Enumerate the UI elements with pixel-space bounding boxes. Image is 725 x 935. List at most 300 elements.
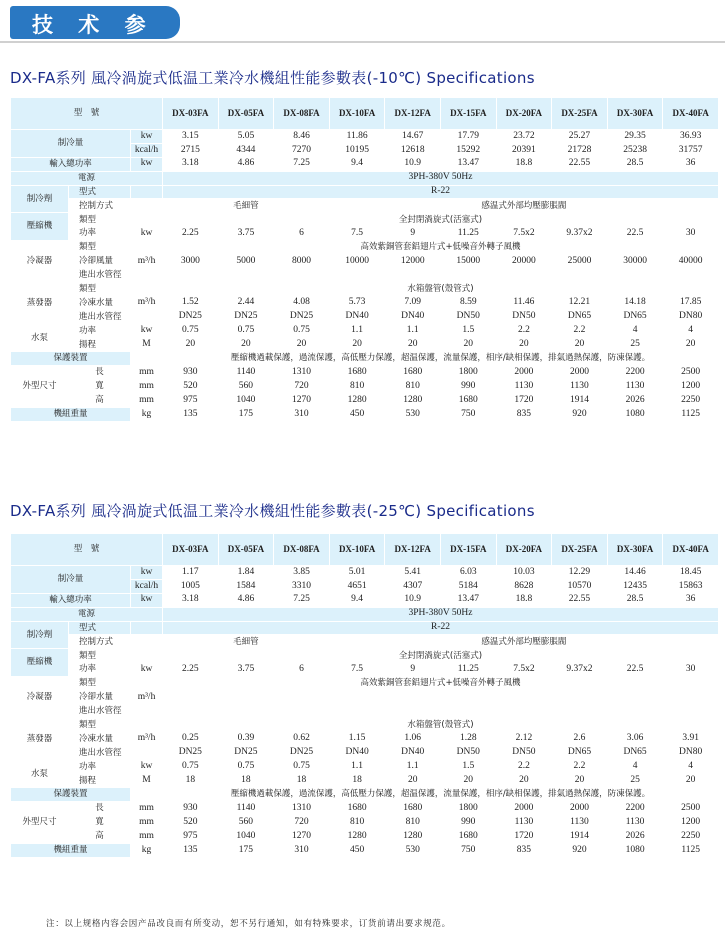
length-cell: 930 bbox=[163, 366, 219, 380]
height-label: 高 bbox=[69, 829, 131, 843]
model-name: DX-10FA bbox=[329, 98, 385, 130]
model-name: DX-20FA bbox=[496, 98, 552, 130]
weight-cell: 310 bbox=[274, 407, 330, 421]
condenser-flow-cell bbox=[163, 691, 219, 705]
evaporator-water-cell: 0.39 bbox=[218, 732, 274, 746]
width-cell: 1130 bbox=[496, 816, 552, 830]
unit-cell bbox=[131, 310, 163, 324]
compressor-power-cell: 9 bbox=[385, 227, 441, 241]
table-row bbox=[11, 788, 719, 802]
evaporator-water-cell: 4.08 bbox=[274, 296, 330, 310]
condenser-flow-cell bbox=[274, 691, 330, 705]
length-cell: 1680 bbox=[329, 802, 385, 816]
table-row bbox=[11, 732, 719, 746]
compressor-power-cell: 3.75 bbox=[218, 227, 274, 241]
unit-cell bbox=[131, 704, 163, 718]
unit-cell: kw bbox=[131, 566, 163, 580]
weight-cell: 310 bbox=[274, 843, 330, 857]
unit-cell bbox=[131, 746, 163, 760]
table-row bbox=[11, 393, 719, 407]
cooling-kw-cell: 10.03 bbox=[496, 566, 552, 580]
table-row bbox=[11, 157, 719, 171]
width-cell: 810 bbox=[329, 380, 385, 394]
evaporator-pipe-cell: DN40 bbox=[329, 746, 385, 760]
condenser-flow-cell bbox=[552, 691, 608, 705]
length-label: 長 bbox=[69, 366, 131, 380]
protection-value: 壓縮機過載保護，過流保護，高低壓力保護，超温保護，流量保護，相序/缺相保護，排氣過熱保護，防凍保護。 bbox=[163, 788, 719, 802]
width-cell: 1130 bbox=[552, 380, 608, 394]
weight-cell: 530 bbox=[385, 407, 441, 421]
condenser-flow-label: 冷卻風量 bbox=[69, 255, 131, 269]
table-row bbox=[11, 593, 719, 607]
cooling-kcal-cell: 10570 bbox=[552, 579, 608, 593]
condenser-flow-label: 冷卻水量 bbox=[69, 691, 131, 705]
pump-power-cell: 2.2 bbox=[552, 760, 608, 774]
input-power-cell: 7.25 bbox=[274, 593, 330, 607]
input-power-cell: 28.5 bbox=[607, 157, 663, 171]
pump-power-cell: 1.1 bbox=[329, 324, 385, 338]
table-row bbox=[11, 566, 719, 580]
condenser-flow-cell: 8000 bbox=[274, 255, 330, 269]
input-power-cell: 4.86 bbox=[218, 157, 274, 171]
weight-label: 機組重量 bbox=[11, 407, 131, 421]
width-cell: 1130 bbox=[607, 380, 663, 394]
model-name: DX-40FA bbox=[663, 98, 719, 130]
unit-cell: kw bbox=[131, 593, 163, 607]
table-row bbox=[11, 227, 719, 241]
cooling-kw-cell: 5.05 bbox=[218, 130, 274, 144]
pump-head-cell: 20 bbox=[385, 774, 441, 788]
table-row bbox=[11, 704, 719, 718]
table-row bbox=[11, 380, 719, 394]
evaporator-water-label: 冷凍水量 bbox=[69, 296, 131, 310]
width-cell: 720 bbox=[274, 380, 330, 394]
condenser-type-label: 類型 bbox=[69, 241, 131, 255]
height-cell: 2026 bbox=[607, 829, 663, 843]
height-cell: 1280 bbox=[385, 829, 441, 843]
evaporator-type-label: 類型 bbox=[69, 282, 131, 296]
evaporator-pipe-cell: DN50 bbox=[496, 746, 552, 760]
evaporator-type-label: 類型 bbox=[69, 718, 131, 732]
pump-power-cell: 1.5 bbox=[441, 324, 497, 338]
width-cell: 810 bbox=[385, 380, 441, 394]
input-power-cell: 28.5 bbox=[607, 593, 663, 607]
input-power-cell: 13.47 bbox=[441, 593, 497, 607]
condenser-flow-cell: 3000 bbox=[163, 255, 219, 269]
pump-head-cell: 18 bbox=[329, 774, 385, 788]
height-cell: 1280 bbox=[385, 393, 441, 407]
evaporator-water-cell: 5.73 bbox=[329, 296, 385, 310]
cooling-kw-cell: 11.86 bbox=[329, 130, 385, 144]
table-row bbox=[11, 635, 719, 649]
condenser-pipe-label: 進出水管徑 bbox=[69, 704, 131, 718]
protection-value: 壓縮機過載保護，過流保護，高低壓力保護，超温保護，流量保護，相序/缺相保護，排氣過熱保護，防凍保護。 bbox=[163, 352, 719, 366]
compressor-type-value: 全封閉渦旋式(活塞式) bbox=[163, 649, 719, 663]
condenser-flow-cell bbox=[496, 691, 552, 705]
table-row bbox=[11, 98, 719, 130]
table-row bbox=[11, 338, 719, 352]
model-name: DX-08FA bbox=[274, 534, 330, 566]
table-row bbox=[11, 213, 719, 227]
compressor-power-cell: 2.25 bbox=[163, 227, 219, 241]
condenser-flow-cell bbox=[385, 691, 441, 705]
compressor-power-cell: 30 bbox=[663, 663, 719, 677]
evaporator-pipe-cell: DN25 bbox=[218, 746, 274, 760]
condenser-type-value: 高效紫銅管套鋁翅片式+低噪音外轉子風機 bbox=[163, 677, 719, 691]
pump-head-label: 揚程 bbox=[69, 774, 131, 788]
unit-cell: kw bbox=[131, 760, 163, 774]
length-cell: 1310 bbox=[274, 366, 330, 380]
cooling-kw-cell: 14.67 bbox=[385, 130, 441, 144]
unit-cell: mm bbox=[131, 829, 163, 843]
cooling-kcal-cell: 8628 bbox=[496, 579, 552, 593]
unit-cell: m³/h bbox=[131, 732, 163, 746]
condenser-flow-cell: 40000 bbox=[663, 255, 719, 269]
cooling-kw-cell: 1.17 bbox=[163, 566, 219, 580]
evaporator-pipe-cell: DN25 bbox=[274, 746, 330, 760]
pump-power-cell: 1.1 bbox=[329, 760, 385, 774]
height-cell: 1270 bbox=[274, 393, 330, 407]
evaporator-pipe-cell: DN25 bbox=[163, 310, 219, 324]
unit-cell bbox=[131, 352, 163, 366]
evaporator-water-cell: 17.85 bbox=[663, 296, 719, 310]
control-left-value: 毛細管 bbox=[163, 635, 330, 649]
cooling-kw-cell: 23.72 bbox=[496, 130, 552, 144]
height-cell: 975 bbox=[163, 393, 219, 407]
cooling-kw-cell: 36.93 bbox=[663, 130, 719, 144]
cooling-kcal-cell: 20391 bbox=[496, 143, 552, 157]
compressor-power-label: 功率 bbox=[69, 663, 131, 677]
input-power-cell: 3.18 bbox=[163, 157, 219, 171]
table-row bbox=[11, 760, 719, 774]
height-label: 高 bbox=[69, 393, 131, 407]
table-row bbox=[11, 621, 719, 635]
width-cell: 990 bbox=[441, 380, 497, 394]
weight-cell: 1080 bbox=[607, 407, 663, 421]
condenser-type-value: 高效紫銅管套鋁翅片式+低噪音外轉子風機 bbox=[163, 241, 719, 255]
length-cell: 1800 bbox=[441, 366, 497, 380]
height-cell: 975 bbox=[163, 829, 219, 843]
compressor-power-cell: 7.5 bbox=[329, 227, 385, 241]
length-cell: 1310 bbox=[274, 802, 330, 816]
model-name: DX-40FA bbox=[663, 534, 719, 566]
table-row bbox=[11, 310, 719, 324]
evaporator-water-cell: 1.15 bbox=[329, 732, 385, 746]
unit-cell bbox=[131, 241, 163, 255]
model-name: DX-20FA bbox=[496, 534, 552, 566]
evaporator-label: 蒸發器 bbox=[11, 718, 69, 760]
length-cell: 2000 bbox=[496, 802, 552, 816]
evaporator-pipe-cell: DN65 bbox=[607, 746, 663, 760]
weight-cell: 750 bbox=[441, 843, 497, 857]
evaporator-water-label: 冷凍水量 bbox=[69, 732, 131, 746]
model-name: DX-10FA bbox=[329, 534, 385, 566]
refrigerant-label: 制冷劑 bbox=[11, 621, 69, 649]
pump-head-cell: 20 bbox=[496, 774, 552, 788]
cooling-kcal-cell: 31757 bbox=[663, 143, 719, 157]
table-row bbox=[11, 296, 719, 310]
evaporator-water-cell: 2.6 bbox=[552, 732, 608, 746]
evaporator-pipe-cell: DN40 bbox=[329, 310, 385, 324]
input-power-label: 輸入總功率 bbox=[11, 593, 131, 607]
pump-power-cell: 0.75 bbox=[274, 760, 330, 774]
cooling-kw-cell: 18.45 bbox=[663, 566, 719, 580]
unit-cell bbox=[131, 185, 163, 199]
evaporator-pipe-label: 進出水管徑 bbox=[69, 746, 131, 760]
width-cell: 1130 bbox=[552, 816, 608, 830]
height-cell: 1040 bbox=[218, 829, 274, 843]
pump-power-cell: 1.1 bbox=[385, 324, 441, 338]
length-cell: 2200 bbox=[607, 366, 663, 380]
unit-cell: kg bbox=[131, 843, 163, 857]
pump-head-label: 揚程 bbox=[69, 338, 131, 352]
table-row bbox=[11, 255, 719, 269]
power-supply-value: 3PH-380V 50Hz bbox=[163, 171, 719, 185]
weight-cell: 920 bbox=[552, 407, 608, 421]
control-label: 控制方式 bbox=[69, 199, 131, 213]
input-power-cell: 18.8 bbox=[496, 593, 552, 607]
pump-power-cell: 4 bbox=[663, 760, 719, 774]
refrigerant-label: 制冷劑 bbox=[11, 185, 69, 213]
weight-cell: 450 bbox=[329, 843, 385, 857]
width-cell: 1200 bbox=[663, 380, 719, 394]
pump-power-cell: 2.2 bbox=[496, 324, 552, 338]
pump-head-cell: 20 bbox=[663, 338, 719, 352]
table-row bbox=[11, 185, 719, 199]
table-row bbox=[11, 534, 719, 566]
cooling-kw-cell: 17.79 bbox=[441, 130, 497, 144]
spec-table-10c bbox=[10, 97, 719, 422]
condenser-flow-cell: 30000 bbox=[607, 255, 663, 269]
table-row bbox=[11, 677, 719, 691]
refrigerant-type-label: 型式 bbox=[69, 185, 131, 199]
evaporator-water-cell: 7.09 bbox=[385, 296, 441, 310]
unit-cell: M bbox=[131, 338, 163, 352]
pump-head-cell: 20 bbox=[663, 774, 719, 788]
control-label: 控制方式 bbox=[69, 635, 131, 649]
table-row bbox=[11, 691, 719, 705]
unit-cell: mm bbox=[131, 802, 163, 816]
pump-head-cell: 18 bbox=[163, 774, 219, 788]
pump-head-cell: 20 bbox=[163, 338, 219, 352]
model-name: DX-15FA bbox=[441, 98, 497, 130]
compressor-label: 壓縮機 bbox=[11, 649, 69, 677]
height-cell: 1270 bbox=[274, 829, 330, 843]
length-cell: 2000 bbox=[496, 366, 552, 380]
length-cell: 2200 bbox=[607, 802, 663, 816]
evaporator-water-cell: 0.62 bbox=[274, 732, 330, 746]
compressor-power-cell: 9 bbox=[385, 663, 441, 677]
model-name: DX-05FA bbox=[218, 98, 274, 130]
height-cell: 1914 bbox=[552, 829, 608, 843]
weight-cell: 135 bbox=[163, 407, 219, 421]
power-supply-value: 3PH-380V 50Hz bbox=[163, 607, 719, 621]
input-power-cell: 10.9 bbox=[385, 593, 441, 607]
model-name: DX-12FA bbox=[385, 534, 441, 566]
cooling-kw-cell: 29.35 bbox=[607, 130, 663, 144]
cooling-kw-cell: 25.27 bbox=[552, 130, 608, 144]
table-row bbox=[11, 352, 719, 366]
compressor-power-cell: 7.5x2 bbox=[496, 663, 552, 677]
evaporator-pipe-cell: DN25 bbox=[274, 310, 330, 324]
table-row bbox=[11, 282, 719, 296]
cooling-kcal-cell: 15292 bbox=[441, 143, 497, 157]
height-cell: 1040 bbox=[218, 393, 274, 407]
model-name: DX-05FA bbox=[218, 534, 274, 566]
input-power-label: 輸入總功率 bbox=[11, 157, 131, 171]
pump-head-cell: 20 bbox=[274, 338, 330, 352]
unit-cell bbox=[131, 268, 163, 282]
input-power-cell: 4.86 bbox=[218, 593, 274, 607]
condenser-flow-cell: 5000 bbox=[218, 255, 274, 269]
length-cell: 1680 bbox=[385, 802, 441, 816]
pump-label: 水泵 bbox=[11, 324, 69, 352]
pump-power-cell: 0.75 bbox=[163, 760, 219, 774]
weight-label: 機組重量 bbox=[11, 843, 131, 857]
condenser-flow-cell bbox=[218, 691, 274, 705]
condenser-flow-cell bbox=[663, 691, 719, 705]
width-cell: 520 bbox=[163, 816, 219, 830]
evaporator-water-cell: 2.44 bbox=[218, 296, 274, 310]
unit-cell bbox=[131, 621, 163, 635]
table-row bbox=[11, 130, 719, 144]
unit-cell: mm bbox=[131, 366, 163, 380]
power-supply-label: 電源 bbox=[11, 607, 163, 621]
unit-cell: kg bbox=[131, 407, 163, 421]
table-row bbox=[11, 407, 719, 421]
width-cell: 990 bbox=[441, 816, 497, 830]
cooling-kw-cell: 3.85 bbox=[274, 566, 330, 580]
condenser-pipe-label: 進出水管徑 bbox=[69, 268, 131, 282]
condenser-pipe-value bbox=[163, 704, 719, 718]
width-label: 寬 bbox=[69, 380, 131, 394]
unit-cell: m³/h bbox=[131, 255, 163, 269]
pump-head-cell: 20 bbox=[385, 338, 441, 352]
input-power-cell: 9.4 bbox=[329, 157, 385, 171]
power-supply-label: 電源 bbox=[11, 171, 163, 185]
pump-power-cell: 2.2 bbox=[552, 324, 608, 338]
evaporator-pipe-cell: DN80 bbox=[663, 746, 719, 760]
weight-cell: 450 bbox=[329, 407, 385, 421]
length-cell: 1140 bbox=[218, 802, 274, 816]
weight-cell: 175 bbox=[218, 407, 274, 421]
refrigerant-type-value: R-22 bbox=[163, 185, 719, 199]
unit-cell bbox=[131, 718, 163, 732]
table-row bbox=[11, 607, 719, 621]
evaporator-type-value: 水箱盤管(殼管式) bbox=[163, 718, 719, 732]
header-title: 技 术 参 数 bbox=[32, 13, 155, 67]
compressor-power-cell: 22.5 bbox=[607, 227, 663, 241]
control-right-value: 感温式外部均壓膨脹閥 bbox=[329, 199, 718, 213]
pump-head-cell: 20 bbox=[329, 338, 385, 352]
length-cell: 2500 bbox=[663, 802, 719, 816]
model-name: DX-30FA bbox=[607, 534, 663, 566]
table-row bbox=[11, 816, 719, 830]
unit-cell: kcal/h bbox=[131, 143, 163, 157]
evaporator-pipe-cell: DN25 bbox=[218, 310, 274, 324]
compressor-power-cell: 30 bbox=[663, 227, 719, 241]
width-cell: 1130 bbox=[496, 380, 552, 394]
table-row bbox=[11, 718, 719, 732]
width-cell: 720 bbox=[274, 816, 330, 830]
input-power-cell: 9.4 bbox=[329, 593, 385, 607]
length-cell: 2500 bbox=[663, 366, 719, 380]
evaporator-water-cell: 12.21 bbox=[552, 296, 608, 310]
compressor-label: 壓縮機 bbox=[11, 213, 69, 241]
cooling-kw-cell: 6.03 bbox=[441, 566, 497, 580]
weight-cell: 1080 bbox=[607, 843, 663, 857]
evaporator-pipe-label: 進出水管徑 bbox=[69, 310, 131, 324]
table-row bbox=[11, 843, 719, 857]
condenser-flow-cell: 10000 bbox=[329, 255, 385, 269]
footnote: 注：以上规格内容会因产品改良而有所变动，恕不另行通知，如有特殊要求，订货前请出要求规范。 bbox=[46, 919, 451, 929]
pump-power-cell: 0.75 bbox=[163, 324, 219, 338]
compressor-power-cell: 11.25 bbox=[441, 663, 497, 677]
compressor-type-label: 類型 bbox=[69, 213, 131, 227]
cooling-label: 制冷量 bbox=[11, 566, 131, 594]
evaporator-pipe-cell: DN40 bbox=[385, 310, 441, 324]
height-cell: 1914 bbox=[552, 393, 608, 407]
model-label: 型 號 bbox=[11, 534, 163, 566]
model-name: DX-25FA bbox=[552, 98, 608, 130]
cooling-kw-cell: 3.15 bbox=[163, 130, 219, 144]
evaporator-pipe-cell: DN50 bbox=[441, 310, 497, 324]
pump-head-cell: 18 bbox=[274, 774, 330, 788]
table-row bbox=[11, 663, 719, 677]
compressor-power-cell: 7.5 bbox=[329, 663, 385, 677]
unit-cell: m³/h bbox=[131, 691, 163, 705]
height-cell: 1280 bbox=[329, 393, 385, 407]
length-cell: 1140 bbox=[218, 366, 274, 380]
pump-power-cell: 0.75 bbox=[274, 324, 330, 338]
model-name: DX-08FA bbox=[274, 98, 330, 130]
spec-table-25c bbox=[10, 533, 719, 858]
cooling-kw-cell: 14.46 bbox=[607, 566, 663, 580]
table-row bbox=[11, 829, 719, 843]
model-name: DX-30FA bbox=[607, 98, 663, 130]
width-cell: 1200 bbox=[663, 816, 719, 830]
header-divider bbox=[0, 41, 725, 43]
model-name: DX-03FA bbox=[163, 534, 219, 566]
compressor-power-cell: 6 bbox=[274, 663, 330, 677]
cooling-kcal-cell: 1584 bbox=[218, 579, 274, 593]
weight-cell: 920 bbox=[552, 843, 608, 857]
cooling-kw-cell: 5.41 bbox=[385, 566, 441, 580]
cooling-kcal-cell: 15863 bbox=[663, 579, 719, 593]
cooling-kcal-cell: 4344 bbox=[218, 143, 274, 157]
height-cell: 1720 bbox=[496, 829, 552, 843]
cooling-kcal-cell: 5184 bbox=[441, 579, 497, 593]
evaporator-pipe-cell: DN50 bbox=[441, 746, 497, 760]
model-label: 型 號 bbox=[11, 98, 163, 130]
pump-head-cell: 18 bbox=[218, 774, 274, 788]
cooling-kcal-cell: 12435 bbox=[607, 579, 663, 593]
cooling-kw-cell: 8.46 bbox=[274, 130, 330, 144]
width-cell: 810 bbox=[329, 816, 385, 830]
evaporator-water-cell: 0.25 bbox=[163, 732, 219, 746]
input-power-cell: 22.55 bbox=[552, 593, 608, 607]
pump-power-cell: 4 bbox=[607, 324, 663, 338]
unit-cell: kcal/h bbox=[131, 579, 163, 593]
input-power-cell: 36 bbox=[663, 593, 719, 607]
weight-cell: 835 bbox=[496, 843, 552, 857]
compressor-power-cell: 2.25 bbox=[163, 663, 219, 677]
length-cell: 1680 bbox=[329, 366, 385, 380]
table-row bbox=[11, 649, 719, 663]
model-name: DX-15FA bbox=[441, 534, 497, 566]
compressor-power-cell: 11.25 bbox=[441, 227, 497, 241]
input-power-cell: 7.25 bbox=[274, 157, 330, 171]
